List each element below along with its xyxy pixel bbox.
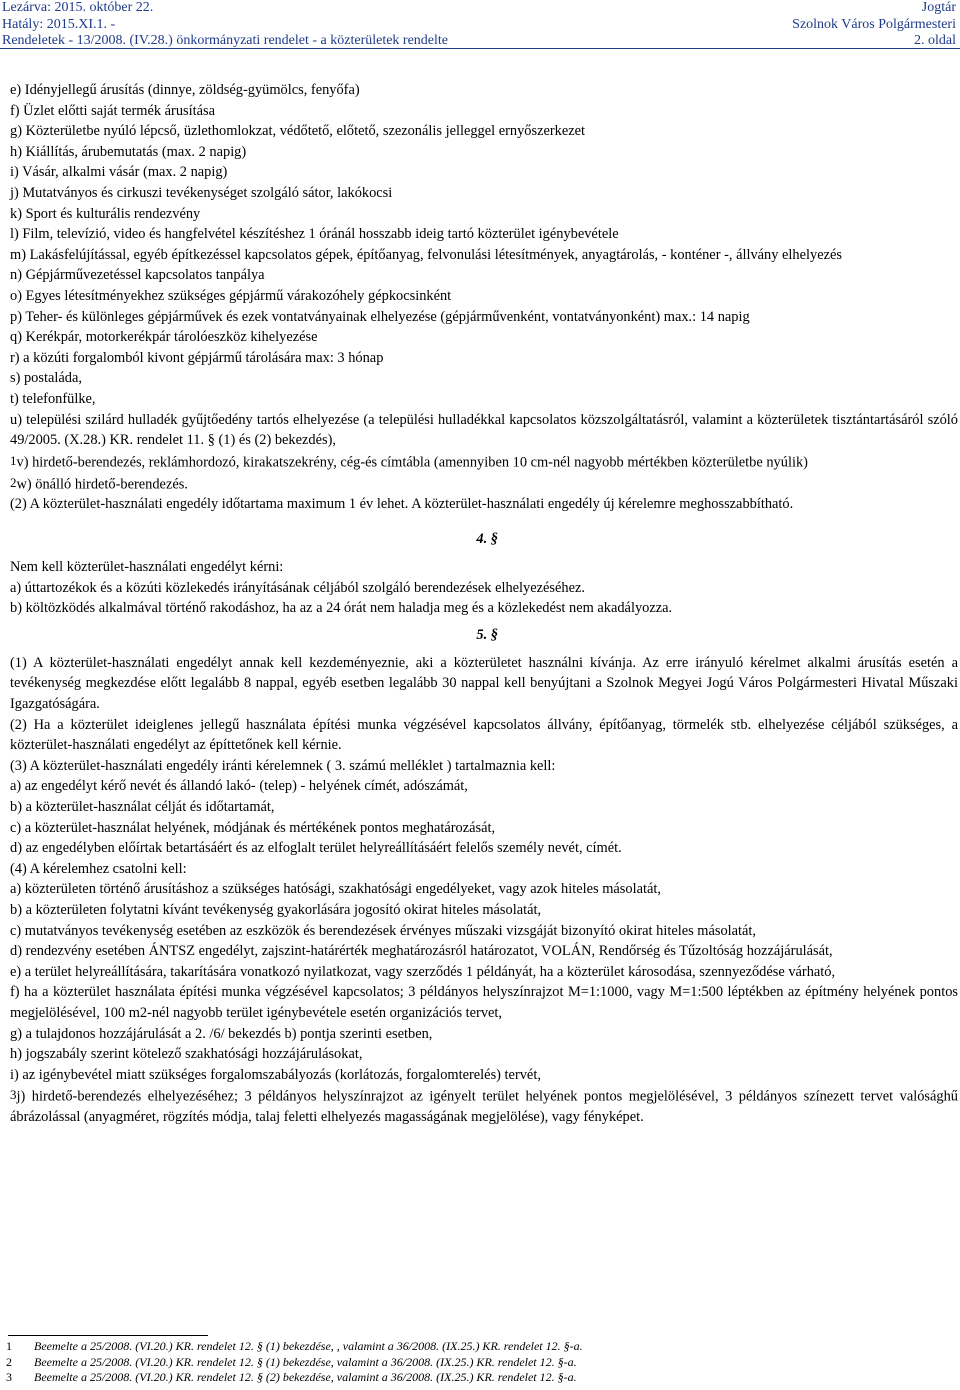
list-item-text: w) önálló hirdető-berendezés. xyxy=(16,475,188,492)
footnote-number: 1 xyxy=(6,1339,12,1353)
header-right xyxy=(792,0,956,50)
header-effective: Hatály: 2015.XI.1. - xyxy=(2,16,116,32)
paragraph: Nem kell közterület-használati engedélyt kérni: xyxy=(10,559,284,576)
list-item: l) Film, televízió, video és hangfelvétel készítéshez 1 óránál hosszabb ideig tartó közterület igénybevétele xyxy=(10,226,619,243)
header-regulation: Rendeletek - 13/2008. (IV.28.) önkormányzati rendelet - a közterületek rendelte xyxy=(2,33,449,48)
list-item: r) a közúti forgalomból kivont gépjármű tárolására max: 3 hónap xyxy=(10,349,384,366)
list-item: o) Egyes létesítményekhez szükséges gépjármű várakozóhely gépkocsinként xyxy=(10,287,452,304)
header-page-number: 2. oldal xyxy=(914,33,956,48)
paragraph: (3) A közterület-használati engedély iránti kérelemnek ( 3. számú melléklet ) tartalmaznia kell: xyxy=(10,757,556,774)
footnote-number: 2 xyxy=(6,1354,12,1369)
list-item: k) Sport és kulturális rendezvény xyxy=(10,205,201,222)
footnote-ref: 2 xyxy=(10,474,17,490)
list-item-text: v) hirdető-berendezés, reklámhordozó, kirakatszekrény, cég-és címtábla (amennyiben 10 cm-nél nagyobb mértékben közterületbe nyúlik) xyxy=(16,453,808,470)
list-item: a) közterületen történő árusításhoz a szükséges hatósági, szakhatósági engedélyeket, vagy azok hiteles másolatát, xyxy=(10,881,661,898)
list-item: f) Üzlet előtti saját termék árusítása xyxy=(10,102,215,119)
list-item-j xyxy=(10,1085,958,1127)
document-body xyxy=(10,80,958,1128)
list-item: s) postaláda, xyxy=(10,370,82,387)
footnote-text: Beemelte a 25/2008. (VI.20.) KR. rendelet 12. § (1) bekezdése, valamint a 36/2008. (IX.25.) KR. rendelet 12. §-a. xyxy=(34,1354,577,1369)
paragraph: (1) A közterület-használati engedélyt annak kell kezdeményeznie, aki a közterületet használni kívánja. Az erre irányuló kérelmet alkalmi árusítás esetén a tevékenység megkezdése előtt legalább 8 nappal, egyéb esetben legalább 30 nappal kell benyújtani a Szolnok Megyei Jogú Város Polgármesteri Hivatal Műszaki Igazgatóságára. xyxy=(10,654,958,713)
list-item: d) rendezvény esetében ÁNTSZ engedélyt, zajszint-határérték meghatározásról határozatot, VOLÁN, Rendőrség és Tűzoltóság hozzájárulását, xyxy=(10,943,833,960)
list-item: d) az engedélyben előírtak betartásáért és az elfoglalt terület helyreállításáért felelős személy nevét, címét. xyxy=(10,840,622,857)
list-item: c) a közterület-használat helyének, módjának és mértékének pontos meghatározását, xyxy=(10,819,496,836)
list-item: b) költözködés alkalmával történő rakodáshoz, ha az a 24 órát nem haladja meg és a közlekedést nem akadályozza. xyxy=(10,600,673,617)
paragraph: (2) Ha a közterület ideiglenes jellegű használata építési munka végzésével kapcsolatos állvány, építőanyag, törmelék stb. elhelyezése céljából szükséges, a közterület-használati engedélyt az építtetőnek kell kérnie. xyxy=(10,716,958,754)
list-item: q) Kerékpár, motorkerékpár tárolóeszköz kihelyezése xyxy=(10,329,318,346)
header-closed-date: Lezárva: 2015. október 22. xyxy=(2,0,154,15)
paragraph: (2) A közterület-használati engedély időtartama maximum 1 év lehet. A közterület-használati engedély új kérelemre meghosszabbítható. xyxy=(10,496,794,513)
section-heading-5: 5. § xyxy=(476,626,498,643)
list-item: i) Vásár, alkalmi vásár (max. 2 napig) xyxy=(10,164,228,181)
list-item: b) a közterületen folytatni kívánt tevékenység gyakorlására jogosító okirat hiteles másolatát, xyxy=(10,901,542,918)
list-item: f) ha a közterület használata építési munka végzésével kapcsolatos; 3 példányos helyszínrajzot M=1:1000, vagy M=1:500 léptékben az építmény helyének pontos megjelölésével, 100 m2-nél nagyobb terület igénybevétele esetén organizációs tervet, xyxy=(10,984,958,1021)
footnote-ref: 1 xyxy=(10,452,17,468)
list-item: c) mutatványos tevékenység esetében az eszközök és berendezések érvényes műszaki vizsgáját bizonyító okirat hiteles másolatát, xyxy=(10,922,757,939)
list-item: e) a terület helyreállítására, takarítására vonatkozó nyilatkozat, vagy szerződés 1 példányát, ha a közterület károsodása, szennyeződése várható, xyxy=(10,963,836,980)
list-item: t) telefonfülke, xyxy=(10,390,96,407)
list-item: e) Idényjellegű árusítás (dinnye, zöldség-gyümölcs, fenyőfa) xyxy=(10,82,360,98)
footnote-ref: 3 xyxy=(10,1087,17,1103)
list-item: a) az engedélyt kérő nevét és állandó lakó- (telep) - helyének címét, adószámát, xyxy=(10,778,468,795)
footnote-number: 3 xyxy=(6,1370,12,1384)
footnote-text: Beemelte a 25/2008. (VI.20.) KR. rendelet 12. § (1) bekezdése, , valamint a 36/2008. (IX.25.) KR. rendelet 12. §-a. xyxy=(34,1339,583,1353)
list-item: j) Mutatványos és cirkuszi tevékenységet szolgáló sátor, lakókocsi xyxy=(10,184,393,201)
footnote xyxy=(6,1370,956,1386)
footnotes xyxy=(6,1339,956,1386)
list-item: p) Teher- és különleges gépjárművek és ezek vontatványainak elhelyezése (gépjárművenként, vontatványonként) max.: 14 napig xyxy=(10,308,750,325)
header-divider xyxy=(0,48,960,49)
list-item-text: j) hirdető-berendezés elhelyezéséhez; 3 példányos helyszínrajzot az igényelt terület helyének pontos megjelölésével, 3 példányos színezett tervet valósághű ábrázolással (anyagméret, rögzítés módja, talaj feletti elhelyezés magasságának megjelölése), vagy fényképet. xyxy=(10,1088,958,1126)
list-item: b) a közterület-használat célját és időtartamát, xyxy=(10,799,275,815)
footnote-text: Beemelte a 25/2008. (VI.20.) KR. rendelet 12. § (2) bekezdése, valamint a 36/2008. (IX.25.) KR. rendelet 12. §-a. xyxy=(34,1370,577,1384)
list-item-v xyxy=(10,451,958,473)
footnote xyxy=(6,1339,956,1355)
paragraph: (4) A kérelemhez csatolni kell: xyxy=(10,860,187,877)
section-heading-4: 4. § xyxy=(476,531,498,548)
footnote-divider xyxy=(8,1335,208,1336)
list-item: h) jogszabály szerint kötelező szakhatósági hozzájárulásokat, xyxy=(10,1046,363,1063)
page-header xyxy=(0,0,960,50)
list-item: h) Kiállítás, árubemutatás (max. 2 napig) xyxy=(10,143,247,160)
list-item: g) a tulajdonos hozzájárulását a 2. /6/ bekezdés b) pontja szerinti esetben, xyxy=(10,1025,433,1042)
list-item: n) Gépjárművezetéssel kapcsolatos tanpálya xyxy=(10,267,265,284)
list-item: g) Közterületbe nyúló lépcső, üzlethomlokzat, védőtető, előtető, szezonális jelleggel ernyőszerkezet xyxy=(10,123,586,140)
header-publisher: Jogtár xyxy=(921,0,956,15)
footnote xyxy=(6,1355,956,1371)
list-item: i) az igénybevétel miatt szükséges forgalomszabályozás (korlátozás, forgalomterelés) tervét, xyxy=(10,1066,541,1083)
header-left xyxy=(2,0,448,50)
list-item: a) úttartozékok és a közúti közlekedés irányításának céljából szolgáló berendezések elhelyezéséhez. xyxy=(10,579,585,596)
list-item-w xyxy=(10,473,958,495)
list-item: u) települési szilárd hulladék gyűjtőedény tartós elhelyezése (a települési hulladékkal kapcsolatos közszolgáltatásról, valamint a közterületek tisztántartásáról szóló 49/2005. (X.28.) KR. rendelet 11. § (1) és (2) bekezdés), xyxy=(10,411,958,449)
list-item: m) Lakásfelújítással, egyéb építkezéssel kapcsolatos gépek, építőanyag, felvonulási létesítmények, anyagtárolás, - konténer -, állvány elhelyezés xyxy=(10,246,842,263)
header-issuer: Szolnok Város Polgármesteri xyxy=(792,16,956,32)
